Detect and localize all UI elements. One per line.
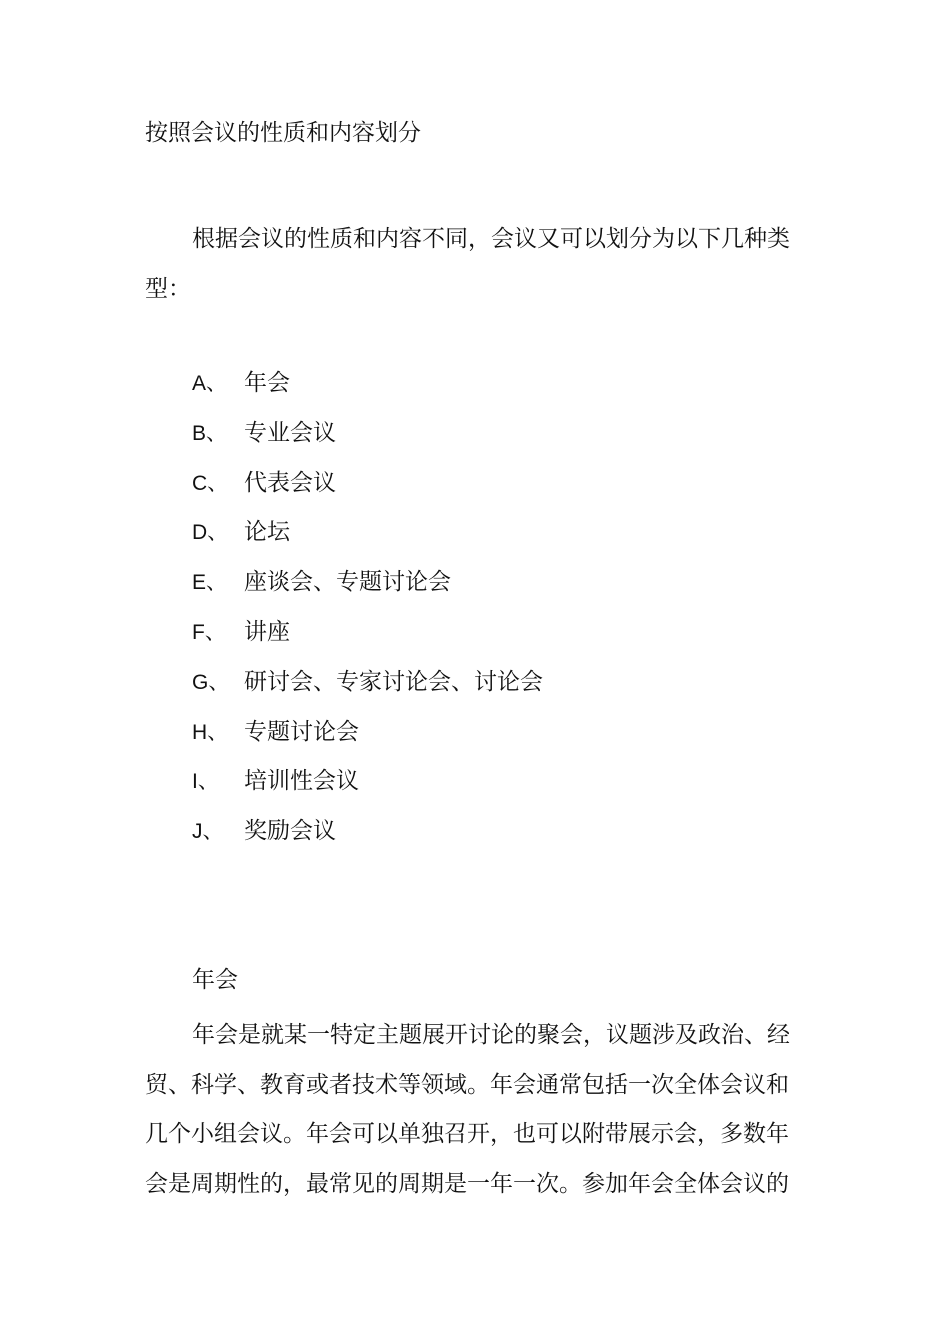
list-item-text: 论坛 [244,519,290,546]
meeting-type-list [192,365,543,863]
list-item-text: 专题讨论会 [244,718,359,745]
list-item-marker: A、 [192,372,228,395]
list-item-text: 讲座 [244,618,290,645]
list-item-marker: C、 [192,471,229,495]
body-line: 几个小组会议。年会可以单独召开，也可以附带展示会，多数年 [145,1121,789,1148]
list-item-text: 专业会议 [244,419,336,446]
body-paragraph [145,1011,815,1210]
list-item [192,514,543,564]
intro-paragraph [145,214,815,314]
list-item [192,564,543,614]
list-item-marker: J、 [192,820,224,844]
list-item [192,664,543,714]
list-item-marker: D、 [192,521,229,545]
list-item-marker: F、 [192,620,226,644]
list-item [192,813,543,863]
body-line: 贸、科学、教育或者技术等领域。年会通常包括一次全体会议和 [145,1071,789,1098]
list-item-text: 年会 [244,370,290,396]
list-item-marker: E、 [192,571,228,595]
list-item-text: 奖励会议 [244,818,336,845]
intro-line-2: 型： [145,276,191,302]
list-item-marker: H、 [192,720,229,744]
list-item [192,714,543,764]
document-heading: 按照会议的性质和内容划分 [145,120,421,146]
body-line: 会是周期性的，最常见的周期是一年一次。参加年会全体会议的 [145,1171,789,1198]
list-item-marker: G、 [192,670,230,694]
list-item [192,763,543,813]
list-item [192,465,543,515]
list-item [192,415,543,465]
list-item-marker: I、 [192,770,219,794]
list-item-text: 培训性会议 [244,768,359,795]
list-item-marker: B、 [192,421,228,445]
list-item-text: 座谈会、专题讨论会 [244,569,451,596]
section-title: 年会 [192,967,238,993]
list-item-text: 代表会议 [244,469,336,496]
intro-line-1: 根据会议的性质和内容不同，会议又可以划分为以下几种类 [192,226,790,252]
list-item [192,365,543,415]
list-item-text: 研讨会、专家讨论会、讨论会 [244,668,543,695]
list-item [192,614,543,664]
body-line: 年会是就某一特定主题展开讨论的聚会，议题涉及政治、经 [192,1022,790,1048]
